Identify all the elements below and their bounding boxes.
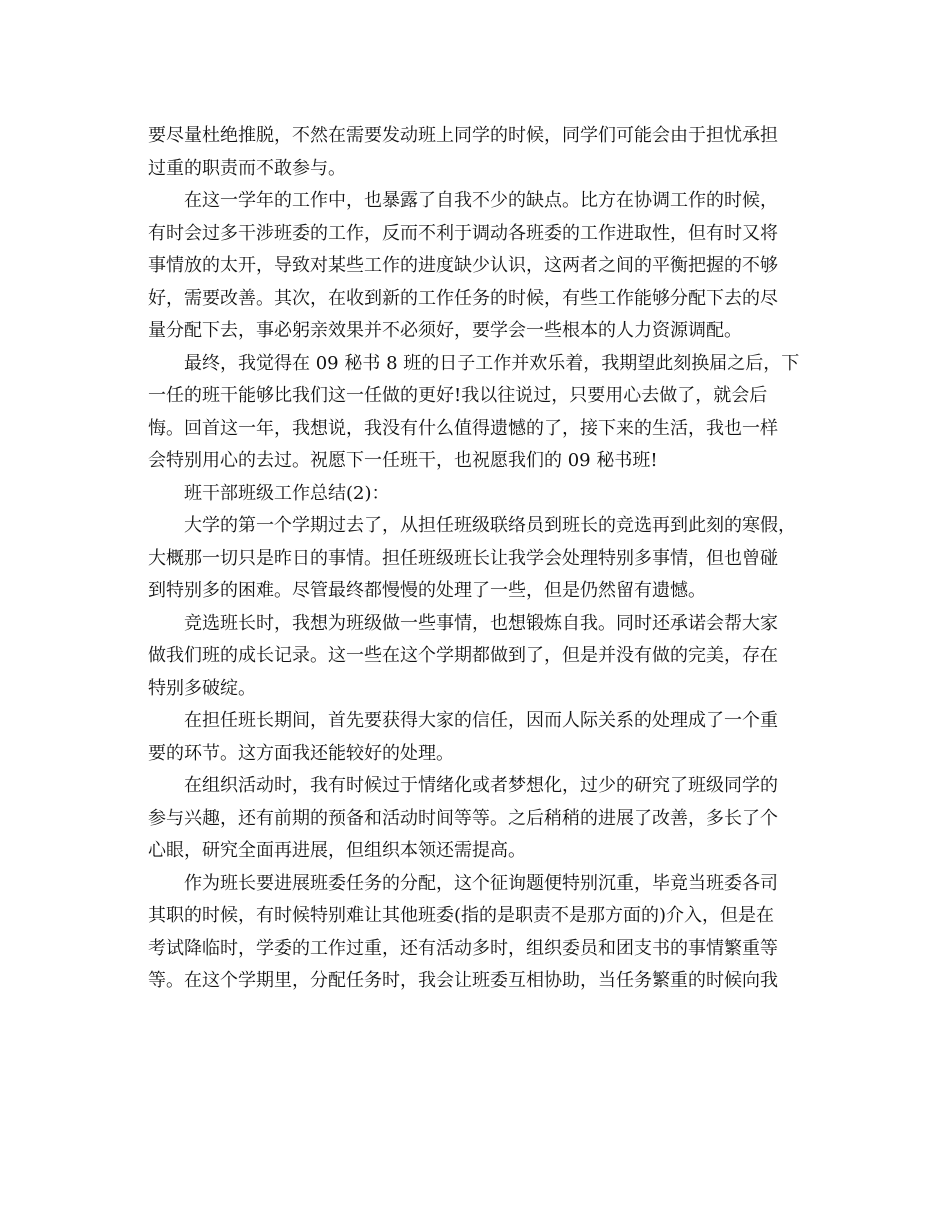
text-line: 考试降临时，学委的工作过重，还有活动多时，组织委员和团支书的事情繁重等: [148, 937, 778, 959]
text-line: 过重的职责而不敢参与。: [148, 157, 346, 179]
text-line: 竞选班长时，我想为班级做一些事情，也想锻炼自我。同时还承诺会帮大家: [184, 612, 778, 634]
text-line: 等。在这个学期里，分配任务时，我会让班委互相协助，当任务繁重的时候向我: [148, 970, 778, 991]
text-line: 做我们班的成长记录。这一些在这个学期都做到了，但是并没有做的完美，存在: [148, 645, 778, 666]
text-line: 好，需要改善。其次，在收到新的工作任务的时候，有些工作能够分配下去的尽: [148, 287, 778, 309]
text-line: 有时会过多干涉班委的工作，反而不利于调动各班委的工作进取性，但有时又将: [148, 222, 778, 244]
text-line: 大学的第一个学期过去了，从担任班级联络员到班长的竞选再到此刻的寒假，: [184, 515, 796, 536]
text-line: 作为班长要进展班委任务的分配，这个征询题便特别沉重，毕竟当班委各司: [184, 872, 778, 894]
document-body: [148, 120, 808, 998]
text-line: 要的环节。这方面我还能较好的处理。: [148, 742, 454, 764]
text-line: 会特别用心的去过。祝愿下一任班干，也祝愿我们的 09 秘书班!: [148, 450, 658, 471]
text-line: 量分配下去，事必躬亲效果并不必须好，要学会一些根本的人力资源调配。: [148, 320, 742, 341]
text-line: 事情放的太开，导致对某些工作的进度缺少认识，这两者之间的平衡把握的不够: [148, 255, 778, 276]
text-line: 大概那一切只是昨日的事情。担任班级班长让我学会处理特别多事情，但也曾碰: [148, 547, 778, 569]
text-line: 其职的时候，有时候特别难让其他班委(指的是职责不是那方面的)介入，但是在: [148, 905, 775, 926]
text-line: 特别多破绽。: [148, 677, 256, 699]
text-line: 要尽量杜绝推脱，不然在需要发动班上同学的时候，同学们可能会由于担忧承担: [148, 125, 778, 146]
text-line: 在担任班长期间，首先要获得大家的信任，因而人际关系的处理成了一个重: [184, 710, 778, 731]
text-line: 悔。回首这一年，我想说，我没有什么值得遗憾的了，接下来的生活，我也一样: [148, 417, 778, 439]
text-line: 一任的班干能够比我们这一任做的更好!我以往说过，只要用心去做了，就会后: [148, 385, 768, 406]
text-line: 心眼，研究全面再进展，但组织本领还需提高。: [148, 840, 526, 861]
text-line: 在这一学年的工作中，也暴露了自我不少的缺点。比方在协调工作的时候，: [184, 190, 778, 211]
section-heading: 班干部班级工作总结(2)：: [184, 482, 390, 504]
text-line: 在组织活动时，我有时候过于情绪化或者梦想化，过少的研究了班级同学的: [184, 775, 778, 796]
text-line: 参与兴趣，还有前期的预备和活动时间等等。之后稍稍的进展了改善，多长了个: [148, 807, 778, 829]
text-line: 最终，我觉得在 09 秘书 8 班的日子工作并欢乐着，我期望此刻换届之后，下: [184, 352, 800, 374]
text-line: 到特别多的困难。尽管最终都慢慢的处理了一些，但是仍然留有遗憾。: [148, 580, 706, 601]
